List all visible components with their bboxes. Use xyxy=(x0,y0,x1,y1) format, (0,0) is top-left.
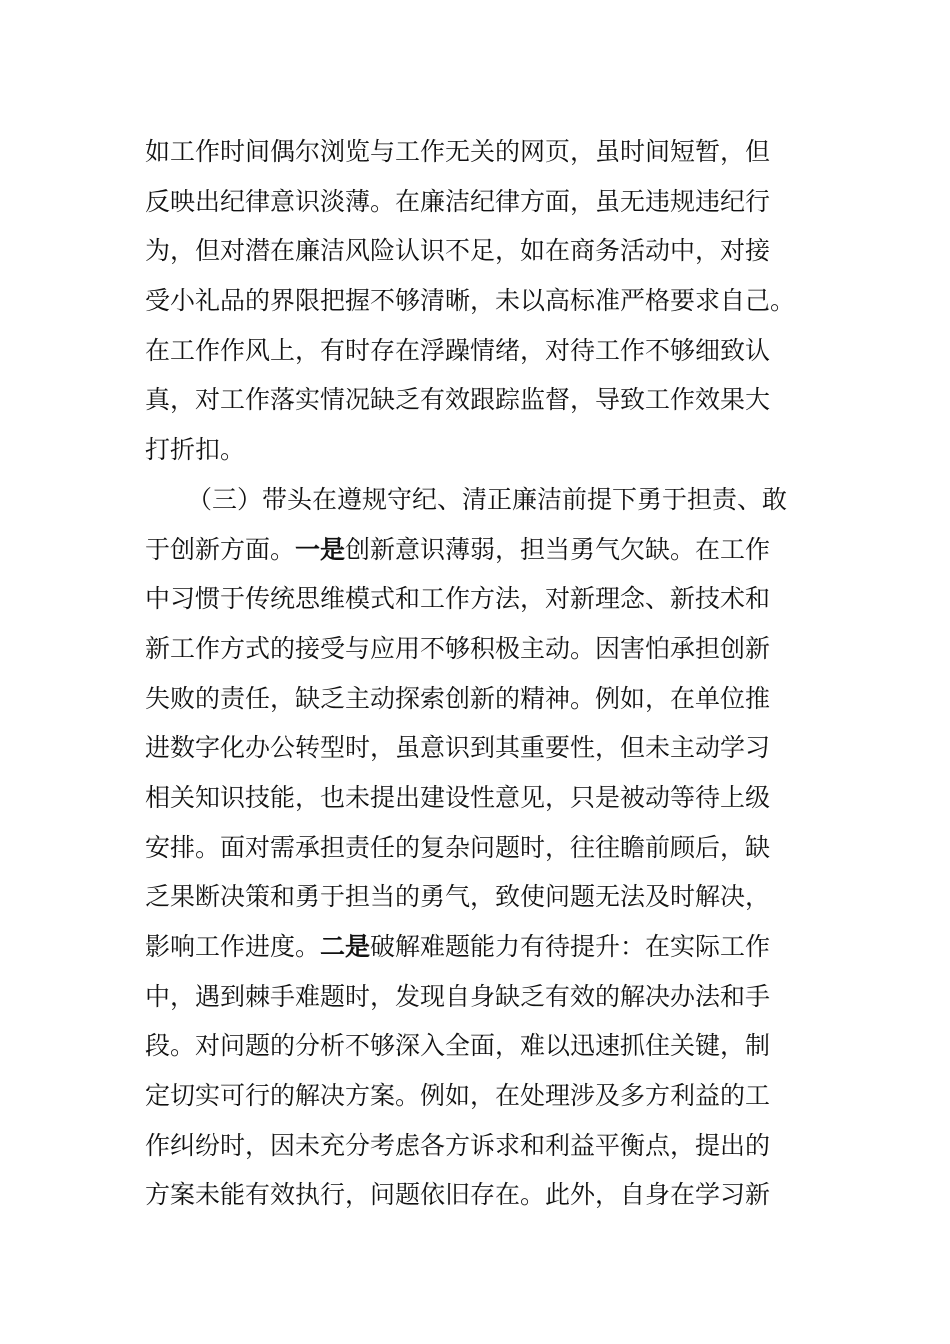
text-line: 在工作作风上，有时存在浮躁情绪，对待工作不够细致认 xyxy=(145,335,771,365)
text-line: 失败的责任，缺乏主动探索创新的精神。例如，在单位推 xyxy=(145,683,771,713)
text-segment: 于创新方面。 xyxy=(145,534,296,564)
text-line: 定切实可行的解决方案。例如，在处理涉及多方利益的工 xyxy=(145,1081,771,1111)
text-line: 新工作方式的接受与应用不够积极主动。因害怕承担创新 xyxy=(145,633,771,663)
text-line: 方案未能有效执行，问题依旧存在。此外，自身在学习新 xyxy=(145,1180,771,1210)
text-line: 为，但对潜在廉洁风险认识不足，如在商务活动中，对接 xyxy=(145,236,771,266)
text-line xyxy=(145,922,825,972)
text-line: 相关知识技能，也未提出建设性意见，只是被动等待上级 xyxy=(145,782,771,812)
section-heading-line: （三）带头在遵规守纪、清正廉洁前提下勇于担责、敢 xyxy=(187,484,788,514)
text-line: 段。对问题的分析不够深入全面，难以迅速抓住关键，制 xyxy=(145,1031,771,1061)
text-line: 进数字化办公转型时，虽意识到其重要性，但未主动学习 xyxy=(145,733,771,763)
text-line: 作纠纷时，因未充分考虑各方诉求和利益平衡点，提出的 xyxy=(145,1130,771,1160)
text-segment: 破解难题能力有待提升：在实际工作 xyxy=(370,932,771,961)
text-line: 反映出纪律意识淡薄。在廉洁纪律方面，虽无违规违纪行 xyxy=(145,186,771,216)
text-segment: 创新意识薄弱，担当勇气欠缺。在工作 xyxy=(345,534,771,564)
text-line: 受小礼品的界限把握不够清晰，未以高标准严格要求自己。 xyxy=(145,286,796,316)
text-line: 安排。面对需承担责任的复杂问题时，往往瞻前顾后，缺 xyxy=(145,832,771,862)
text-line: 乏果断决策和勇于担当的勇气，致使问题无法及时解决， xyxy=(145,882,771,912)
text-line: 中习惯于传统思维模式和工作方法，对新理念、新技术和 xyxy=(145,584,771,614)
text-line: 打折扣。 xyxy=(145,435,246,465)
bold-marker-first: 一是 xyxy=(295,534,346,564)
text-line: 中，遇到棘手难题时，发现自身缺乏有效的解决办法和手 xyxy=(145,981,771,1011)
body-text xyxy=(145,127,825,1220)
text-line: 如工作时间偶尔浏览与工作无关的网页，虽时间短暂，但 xyxy=(145,137,771,166)
text-segment: 影响工作进度。 xyxy=(145,932,321,961)
text-line xyxy=(145,525,825,575)
text-line: 真，对工作落实情况缺乏有效跟踪监督，导致工作效果大 xyxy=(145,385,771,415)
bold-marker-second: 二是 xyxy=(320,932,371,961)
